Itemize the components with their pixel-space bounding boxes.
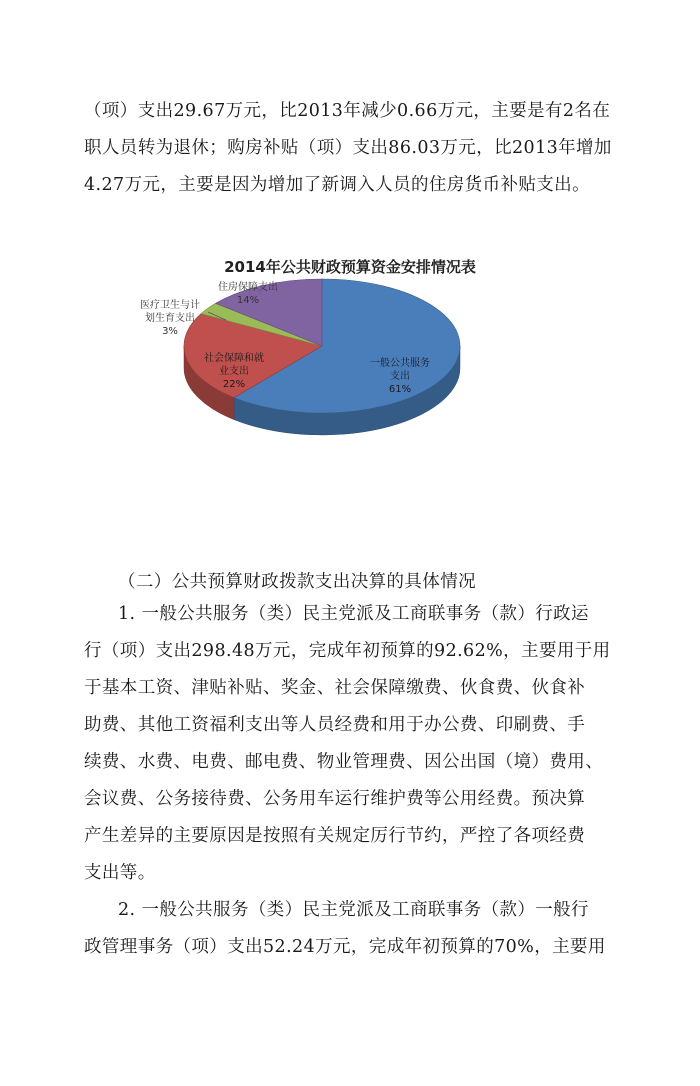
paragraph-line: 助费、其他工资福利支出等人员经费和用于办公费、印刷费、手 [84, 715, 586, 735]
pie-chart-svg [110, 248, 590, 498]
paragraph-line: 于基本工资、津贴补贴、奖金、社会保障缴费、伙食费、伙食补 [84, 678, 586, 698]
paragraph-line: 1. 一般公共服务（类）民主党派及工商联事务（款）行政运 [118, 604, 589, 624]
paragraph-line: 政管理事务（项）支出52.24万元，完成年初预算的70%，主要用 [84, 937, 606, 957]
pie-slice-label: 住房保障支出 14% [218, 282, 278, 306]
paragraph-line: 续费、水费、电费、邮电费、物业管理费、因公出国（境）费用、 [84, 752, 604, 772]
pie-slice-label: 社会保障和就业支出 22% [204, 353, 264, 390]
top-paragraph [84, 93, 614, 204]
item1-paragraph [84, 596, 614, 892]
chart-title: 2014年公共财政预算资金安排情况表 [224, 258, 476, 276]
item2-paragraph [84, 892, 614, 966]
paragraph-line: （项）支出29.67万元，比2013年减少0.66万元，主要是有2名在 [84, 101, 611, 121]
pie-chart [110, 248, 590, 498]
paragraph-line: 4.27万元，主要是因为增加了新调入人员的住房货币补贴支出。 [84, 175, 590, 195]
paragraph-line: 职人员转为退休；购房补贴（项）支出86.03万元，比2013年增加 [84, 138, 612, 158]
pie-slice-label: 医疗卫生与计划生育支出 3% [140, 300, 200, 337]
paragraph-line: 2. 一般公共服务（类）民主党派及工商联事务（款）一般行 [118, 900, 589, 920]
paragraph-line: 产生差异的主要原因是按照有关规定厉行节约，严控了各项经费 [84, 826, 586, 846]
paragraph-line: 行（项）支出298.48万元，完成年初预算的92.62%，主要用于用 [84, 641, 611, 661]
section-heading: （二）公共预算财政拨款支出决算的具体情况 [118, 572, 476, 592]
pie-slice-label: 一般公共服务支出 61% [370, 358, 430, 395]
paragraph-line: 支出等。 [84, 863, 156, 883]
paragraph-line: 会议费、公务接待费、公务用车运行维护费等公用经费。预决算 [84, 789, 586, 809]
